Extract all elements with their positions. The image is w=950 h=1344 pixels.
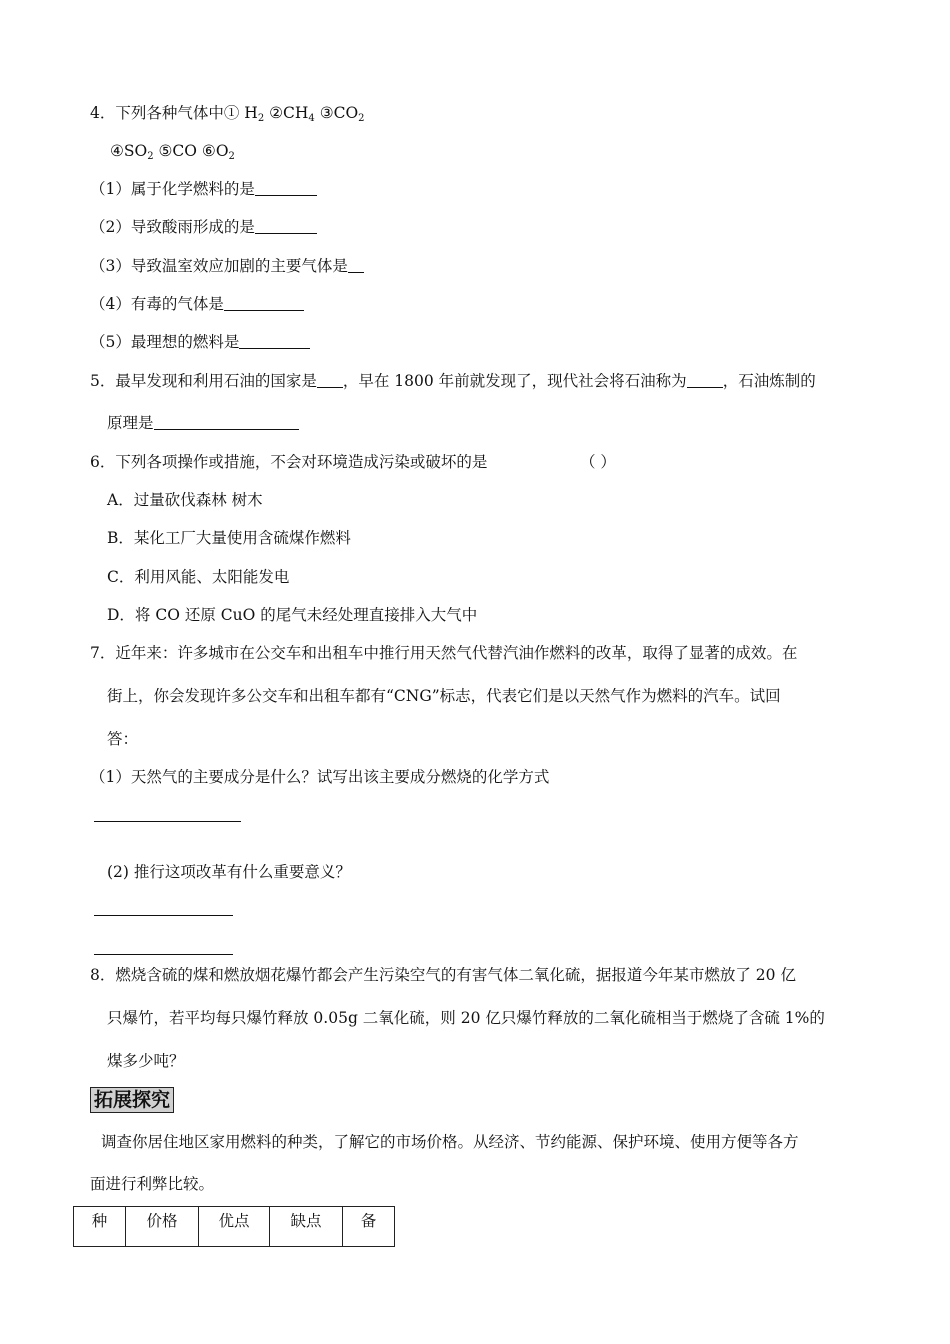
table-header-cell: 价格 — [126, 1207, 199, 1247]
table-header-cell: 优点 — [199, 1207, 270, 1247]
q4-gases-cont: $④SO_2$ ⑤CO $⑥O_2$ — [110, 142, 235, 162]
answer-line[interactable] — [94, 821, 241, 822]
q8-line-1: 8．燃烧含硫的煤和燃放烟花爆竹都会产生污染空气的有害气体二氧化硫，据报道今年某市燃放了 20 亿 — [90, 966, 796, 984]
q6-stem: 6．下列各项操作或措施，不会对环境造成污染或破坏的是 — [90, 453, 488, 471]
q4-part-4: （4）有毒的气体是 — [90, 294, 304, 314]
q4-stem: 4．下列各种气体中① $H_2$ $②CH_4$ $③CO_2$ — [90, 104, 365, 124]
q6-answer-bracket[interactable]: （ ） — [580, 453, 616, 471]
q7-line-2: 街上，你会发现许多公交车和出租车都有“CNG”标志，代表它们是以天然气作为燃料的汽车。试回 — [107, 687, 781, 705]
table-header-cell: 种 — [74, 1207, 126, 1247]
q4-part-5: （5）最理想的燃料是 — [90, 332, 310, 352]
table-header-cell: 备 — [343, 1207, 395, 1247]
q7-sub-2: (2) 推行这项改革有什么重要意义？ — [107, 863, 351, 881]
q8-line-2: 只爆竹，若平均每只爆竹释放 0.05g 二氧化硫，则 20 亿只爆竹释放的二氧化硫相当于燃烧了含硫 1%的 — [107, 1009, 825, 1027]
section-heading: 拓展探究 — [90, 1087, 174, 1113]
table-row — [74, 1207, 395, 1247]
answer-blank[interactable] — [239, 333, 310, 349]
table-header-cell: 缺点 — [270, 1207, 343, 1247]
q8-line-3: 煤多少吨？ — [107, 1052, 185, 1070]
q5-line-1: 5．最早发现和利用石油的国家是 ，早在 1800 年前就发现了，现代社会将石油称为 ，石油炼制的 — [90, 372, 816, 390]
answer-line[interactable] — [94, 915, 233, 916]
answer-blank[interactable] — [154, 414, 299, 430]
q6-option-b: B．某化工厂大量使用含硫煤作燃料 — [107, 529, 351, 547]
answer-line[interactable] — [94, 954, 233, 955]
answer-blank[interactable] — [255, 218, 317, 234]
q4-part-3: （3）导致温室效应加剧的主要气体是 — [90, 256, 364, 276]
answer-blank[interactable] — [348, 257, 364, 273]
q6-option-c: C．利用风能、太阳能发电 — [107, 568, 290, 586]
q7-line-3: 答： — [107, 730, 139, 748]
extension-line-1: 调查你居住地区家用燃料的种类，了解它的市场价格。从经济、节约能源、保护环境、使用方便等各方 — [101, 1133, 799, 1151]
answer-blank[interactable] — [255, 180, 317, 196]
answer-blank[interactable] — [317, 372, 343, 388]
answer-blank[interactable] — [687, 372, 723, 388]
q6-option-a: A．过量砍伐森林 树木 — [107, 491, 263, 509]
q7-line-1: 7．近年来：许多城市在公交车和出租车中推行用天然气代替汽油作燃料的改革，取得了显著的成效。在 — [90, 644, 798, 662]
answer-blank[interactable] — [224, 295, 304, 311]
q4-part-2: （2）导致酸雨形成的是 — [90, 217, 317, 237]
q6-option-d: D．将 CO 还原 CuO 的尾气未经处理直接排入大气中 — [107, 606, 478, 624]
q4-part-1: （1）属于化学燃料的是 — [90, 179, 317, 199]
q5-line-2: 原理是 — [107, 413, 299, 433]
comparison-table — [73, 1206, 395, 1247]
q7-sub-1: （1）天然气的主要成分是什么？试写出该主要成分燃烧的化学方式 — [90, 768, 550, 786]
extension-line-2: 面进行利弊比较。 — [90, 1175, 215, 1193]
